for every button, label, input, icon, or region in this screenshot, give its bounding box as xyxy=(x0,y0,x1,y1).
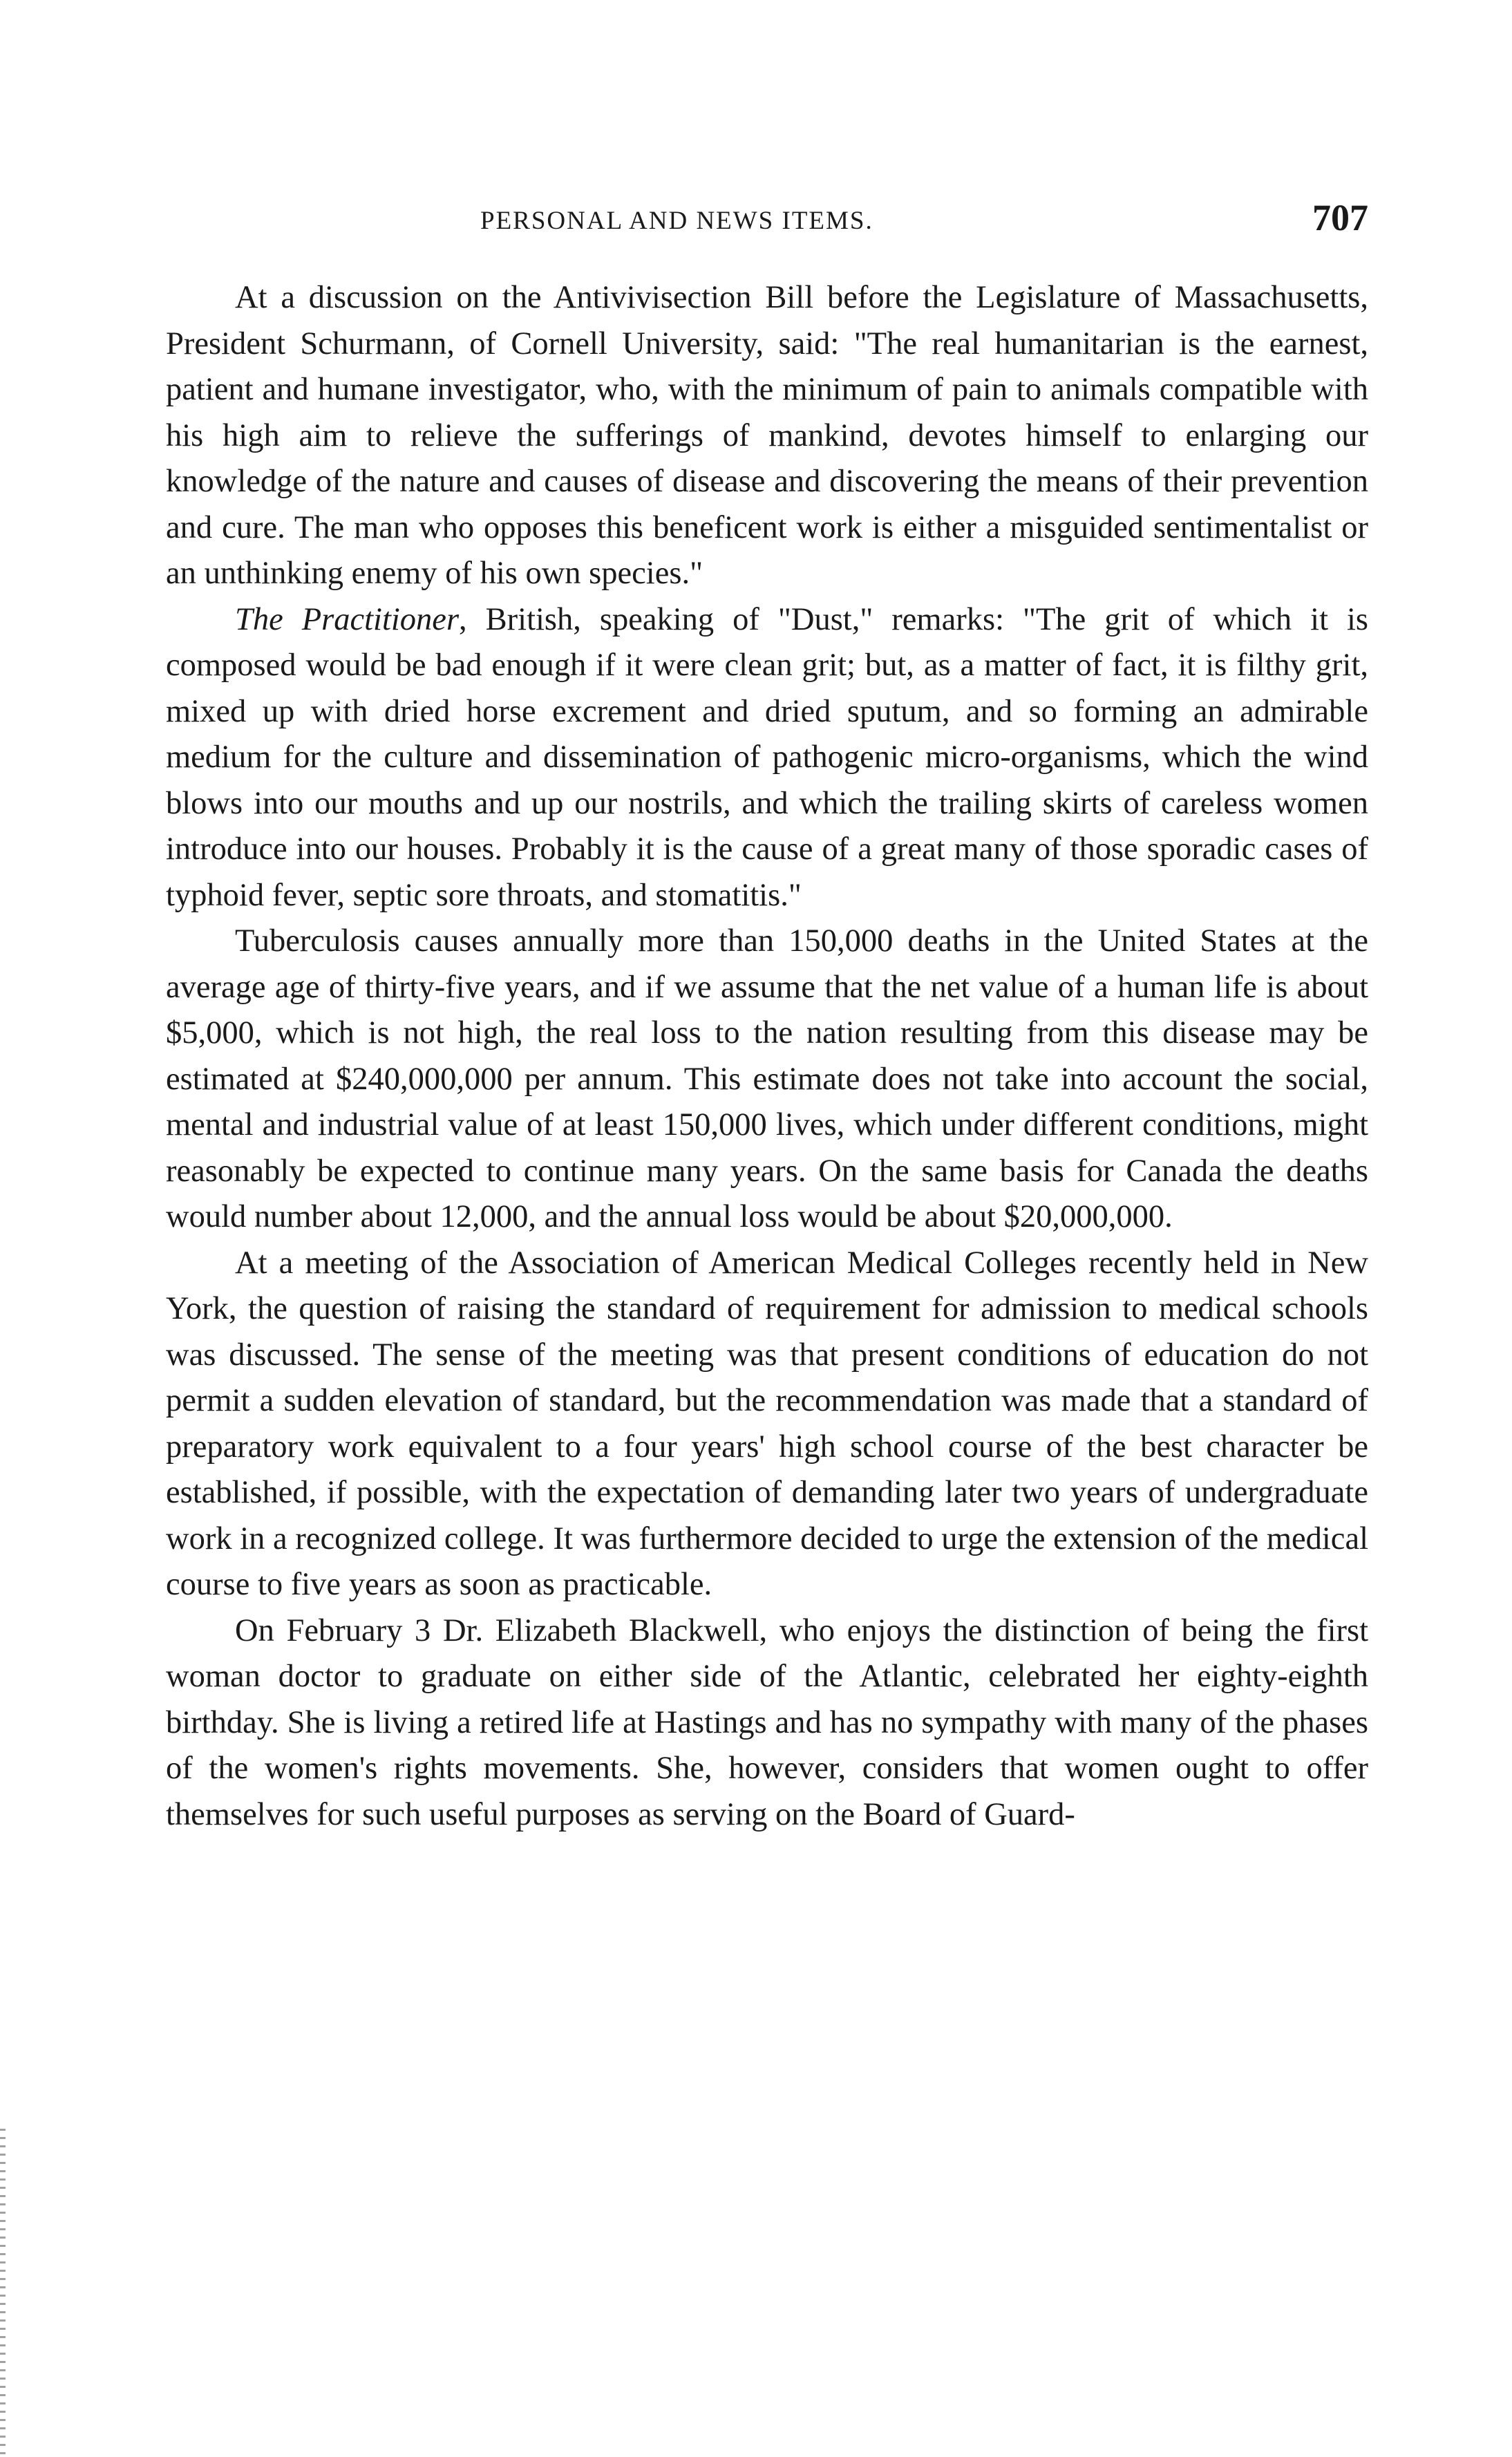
scan-edge-mark xyxy=(0,2129,6,2457)
paragraph-text: At a discussion on the Antivivisection Bill before the Legislature of Massachusetts, President Schurmann, of Cornell University, said: "The real humanitarian is the earnest, patient and humane investigator, who, with the minimum of pain to animals compatible with his high aim to relieve the sufferings of mankind, devotes himself to enlarging our knowledge of the nature and causes of disease and discovering the means of their prevention and cure. The man who opposes this beneficent work is either a misguided sentimentalist or an unthinking enemy of his own species." xyxy=(166,280,1368,591)
running-head-title: PERSONAL AND NEWS ITEMS. xyxy=(480,207,873,235)
paragraph-medical-colleges xyxy=(166,1241,1368,1608)
paragraph-text: At a meeting of the Association of American Medical Colleges recently held in New York, the question of raising the standard of requirement for admission to medical schools was discussed. The sense of the meeting was that present conditions of education do not permit a sudden elevation of standard, but the recommendation was made that a standard of preparatory work equivalent to a four years' high school course of the best character be established, if possible, with the expectation of demanding later two years of undergraduate work in a recognized college. It was furthermore decided to urge the extension of the medical course to five years as soon as practicable. xyxy=(166,1245,1368,1602)
paragraph-antivivisection xyxy=(166,275,1368,597)
paragraph-dust xyxy=(166,597,1368,919)
paragraph-text: On February 3 Dr. Elizabeth Blackwell, who enjoys the distinction of being the first woman doctor to graduate on either side of the Atlantic, celebrated her eighty-eighth birthday. She is living a retired life at Hastings and has no sympathy with many of the phases of the women's rights movements. She, however, considers that women ought to offer themselves for such useful purposes as serving on the Board of Guard- xyxy=(166,1612,1368,1832)
paragraph-text: , British, speaking of "Dust," remarks: "The grit of which it is composed would be bad enough if it were clean grit; but, as a matter of fact, it is filthy grit, mixed up with dried horse excrement and dried sputum, and so forming an admirable medium for the culture and dissemination of pathogenic micro-organisms, which the wind blows into our mouths and up our nostrils, and which the trailing skirts of careless women introduce into our houses. Probably it is the cause of a great many of those sporadic cases of typhoid fever, septic sore throats, and stomatitis." xyxy=(166,601,1368,913)
paragraph-tuberculosis xyxy=(166,919,1368,1241)
page-number: 707 xyxy=(1312,197,1368,238)
paragraph-blackwell xyxy=(166,1608,1368,1838)
running-head xyxy=(166,197,1368,242)
body-text xyxy=(166,275,1368,1838)
paragraph-text: Tuberculosis causes annually more than 150,000 deaths in the United States at the average age of thirty-five years, and if we assume that the net value of a human life is about $5,000, which is not high, the real loss to the nation resulting from this disease may be estimated at $240,000,000 per annum. This estimate does not take into account the social, mental and industrial value of at least 150,000 lives, which under different conditions, might reasonably be expected to continue many years. On the same basis for Canada the deaths would number about 12,000, and the annual loss would be about $20,000,000. xyxy=(166,923,1368,1234)
journal-title: The Practitioner xyxy=(235,601,460,637)
